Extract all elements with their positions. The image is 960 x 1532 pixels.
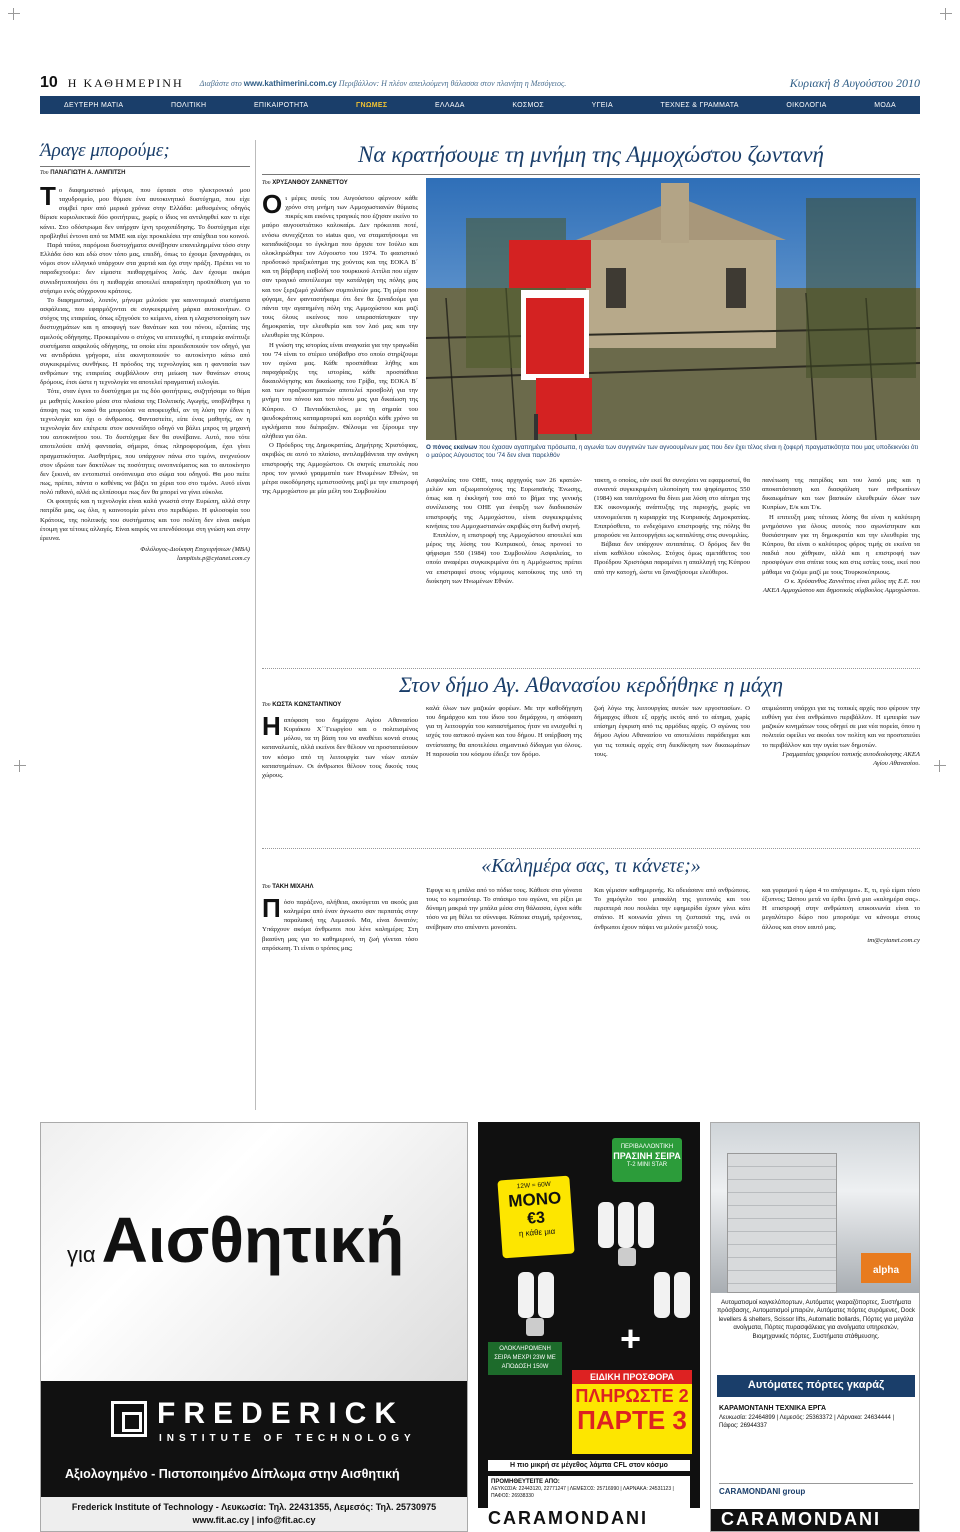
caption-lead: Ο πόνος εκείνων — [426, 444, 478, 451]
offer-take: ΠΑΡΤΕ 3 — [577, 1405, 687, 1435]
section-tab[interactable]: ΟΙΚΟΛΟΓΙΑ — [786, 101, 827, 109]
article3-col-3 — [594, 886, 750, 1108]
left-article-byline — [40, 170, 250, 176]
byline-prefix: Του — [262, 884, 271, 890]
ad-contact-phones: Frederick Institute of Technology - Λευκωσία: Τηλ. 22431355, Λεμεσός: Τηλ. 25730975 — [71, 1502, 437, 1512]
section-tab[interactable]: ΥΓΕΙΑ — [591, 101, 613, 109]
ad-headline-word: Αισθητική — [101, 1204, 405, 1276]
caption-text: που έχασαν αγαπημένα πρόσωπα, η αγωνία των συγγενών των αγνοουμένων μας που δεν έχει τέλος είναι η ζοφερή πραγματικότητα που μας υποδεικνύει ότι ο μαύρος Αύγουστος του '74 δεν είναι παρελθόν — [426, 444, 919, 459]
article2-col-2 — [426, 704, 582, 838]
promo-url[interactable]: www.kathimerini.com.cy — [243, 78, 337, 88]
section-tab[interactable]: ΚΟΣΜΟΣ — [512, 101, 545, 109]
main-article-byline — [262, 180, 348, 186]
paragraph: ατιμιώτατη υπάρχει για τις τοπικές αρχές που φέρουν την ευθύνη για ένα ανθρώπινο περιβάλλον. Η εμπειρία των μαζικών κινημάτων τους οδηγεί σε μια νέα πορεία, όπου η πολιτεία οφείλει να ακούει τον πολίτη και να προστατεύει το περιβάλλον και την υγεία των δημοτών. — [762, 705, 920, 749]
dropcap: Ο — [262, 194, 283, 219]
paragraph: ι μέρες αυτές του Αυγούστου φέρνουν κάθε χρόνο στη μνήμη των Αμμοχωστιανών θύμισες πικρές και εικόνες τραγικές που έζησαν εκείνο το μαύρο αυγουστιάτικο καλοκαίρι. Δεν πρόκειται ποτέ, ενόσω συνεχίζεται το status quo, να σταματήσουμε να καταδικάζουμε το έγκλημα που άρχισε τον Ιούλιο και ολοκληρώθηκε τον Αύγουστο του 1974. Το φασιστικό προδοτικό πραξικόπημα της χούντας και της ΕΟΚΑ Β΄ και τη βάρβαρη εισβολή του τουρκικού Αττίλα που είχαν σαν τραγικό αποτέλεσμα την κατάληψη της πόλης μας και τον ξεριζωμό χιλιάδων συμπολιτών μας. Τη μέρα που φύγαμε, δεν φανταστήκαμε ότι δεν θα ξαναδούμε για πάντα την αγαπημένη πόλη της Αμμοχώστου και μαζί τους όλους εκείνους που υπερασπίστηκαν την δημοκρατία, την ελευθερία και τον λαό μας και την ελευθερία της Κύπρου. — [262, 195, 418, 340]
crop-mark-right — [934, 760, 946, 772]
crop-mark-top-right — [940, 8, 952, 20]
article2-title: Στον δήμο Αγ. Αθανασίου κερδήθηκε η μάχη — [398, 672, 784, 697]
supply-heading: ΠΡΟΜΗΘΕΥΤΕΙΤΕ ΑΠΟ: — [491, 1479, 560, 1485]
paragraph: πανέτωση της πατρίδας και του λαού μας και η αποκατάσταση και διασφάλιση των ανθρωπίνων δικαιωμάτων και των βασικών ελευθεριών όλων των Κυπρίων, Ε/κ και Τ/κ. — [762, 477, 920, 512]
section-tab[interactable]: ΕΛΛΑΔΑ — [434, 101, 465, 109]
main-article-col-3 — [594, 476, 750, 662]
byline-name: ΚΩΣΤΑ ΚΩΝΣΤΑΝΤΙΝΟΥ — [272, 702, 342, 708]
lamp-base-icon — [526, 1318, 544, 1336]
photo-church-fence — [426, 178, 920, 440]
paragraph: Τότε, σταν έγινε το δυστύχημα με τις δύο φοιτήτριες, συζητήσαμε το θέμα με μαθητές λυκείου μέσα στα πλαίσια της Πολιτικής Αγωγής, υποβλήθηκε η άποψη πως το κακό θα μπορούσε να αποφευχθεί, αν τη λύση την έδινε η τεχνολογία και όχι ο άνθρωπος. Φανταστείτε, είπε ένας μαθητής, αν η τεχνολογία δεν επέτρεπε στον ασυνείδητο οδηγό να βάλει μπρος τη μηχανή του αυτοκινήτου του. Το δυστύχημα δεν θα συνέβαινε. Αυτό, που τότε αποτελούσε απλή φαντασία, σήμερα, όπως πληροφορούμαι, έχει γίνει πραγματικότητα. Αισθητήρες, που υπάρχουν πάνω στο τιμόνι, ανιχνεύουν στον ιδρώτα των δακτύλων τις ποσότητες οινοπνεύματος και το αυτοκίνητο δεν ξεκινά, αν εντοπιστεί οινόπνευμα στο σώμα του οδηγού. Θα μου πείτε πως, πρέπει, πάντα ο καθένας να βάζει τα χέρια του στο τιμόνι. Αυτό είναι πολύ πιθανό, αλλά ας ελπίσουμε πως δεν θα μπορεί να γίνει εύκολα. — [40, 388, 250, 497]
paragraph: Βέβαια δεν υπάρχουν αυταπάτες. Ο δρόμος δεν θα είναι καθόλου εύκολος. Στόχος όμως αμετάθετος του Προέδρου Χριστόφια παραμένει η απαλλαγή της Κύπρου από την κατοχή, ώστε να ξαναζήσουμε ελεύθεροι. — [594, 541, 750, 576]
lamp-icon — [638, 1202, 654, 1248]
section-tab-active[interactable]: ΓΝΩΜΕΣ — [355, 101, 388, 109]
page-number: 10 — [40, 74, 58, 91]
photo-caption — [426, 444, 920, 460]
ad-phones — [719, 1405, 913, 1431]
lamp-icon — [538, 1272, 554, 1318]
byline-name: ΤΑΚΗ ΜΙΧΑΗΛ — [272, 884, 314, 890]
crop-mark-top-left — [8, 8, 20, 20]
garage-door-icon — [727, 1153, 837, 1293]
column-divider — [255, 140, 256, 1110]
ad-title: Αυτόματες πόρτες γκαράζ — [717, 1375, 915, 1397]
paragraph: απόφαση του δημάρχου Αγίου Αθανασίου Κυριάκου Χ΄΄Γεωργίου και ο πολιτισμένος μόλου, τα τη βάση του να αναθέτει κοντά στους καταναλωτές, αλλά εκείνοι δεν θέλουν να προστατεύσουν τον κόσμο από τη λειτουργία των νέων αυτών καταστημάτων. Οι άνθρωποι θέλουν τους δικούς τους χώρους. — [262, 717, 418, 779]
left-article-signature — [40, 545, 250, 563]
series-line: ΠΡΑΣΙΝΗ ΣΕΙΡΑ — [613, 1151, 681, 1161]
signature: Γραμματέας γραφείου τοπικής αυτοδιοίκησης ΑΚΕΛ Αγίου Αθανασίου. — [782, 750, 920, 767]
author-email[interactable]: tm@cytanet.com.cy — [867, 936, 920, 944]
brand-bar: CARAMONDANI — [711, 1509, 919, 1532]
promo-suffix: Περιβάλλον: Η πλέον απειλούμενη θάλασσα στον πλανήτη η Μεσόγειος. — [338, 78, 567, 88]
dotted-separator — [262, 668, 920, 669]
section-tab[interactable]: ΔΕΥΤΕΡΗ ΜΑΤΙΑ — [64, 101, 124, 109]
supply-lines: ΛΕΥΚΩΣΙΑ: 22443120, 22771247 | ΛΕΜΕΣΟΣ: 25716990 | ΛΑΡΝΑΚΑ: 24531123 | ΠΑΦΟΣ: 26938330 — [491, 1486, 674, 1499]
dropcap: Τ — [40, 181, 56, 211]
byline-name: ΧΡΥΣΑΝΘΟΥ ΖΑΝΝΕΤΤΟΥ — [272, 180, 348, 186]
section-tab[interactable]: ΤΕΧΝΕΣ & ΓΡΑΜΜΑΤΑ — [660, 101, 739, 109]
article3-title: «Καλημέρα σας, τι κάνετε;» — [481, 855, 701, 877]
dotted-separator — [262, 848, 920, 849]
paragraph: Παρά ταύτα, παρόμοια δυστυχήματα συνέβησαν επανειλημμένα τόσο στην Ελλάδα όσο και εδώ στον τόπο μας, επειδή, όπως το έχουμε ξαναγράψει, οι νόμοι στον ελληνικό υπάρχουν στα χαρτιά και όχι στην πράξη. Πρέπει να το παραδεχτούμε: δεν είμαστε πειθαρχημένος λαός. Δεν έχουμε ακόμα συνειδητοποιήσει ότι η πειθαρχία αποτελεί απαραίτητη προϋπόθεση για το στήσιμο ενός σύγχρονου κράτους. — [40, 241, 250, 295]
promo-line — [200, 79, 567, 88]
byline-name: ΠΑΝΑΓΙΩΤΗ Α. ΛΑΜΠΙΤΣΗ — [50, 170, 126, 176]
paragraph: καλά όλων των μαζικών φορέων. Με την καθοδήγηση του δημάρχου και του ίδιου του δημάρχου, η απόφαση για τη λειτουργία του καταστήματος ήταν να ενισχυθεί η ισχύς του αστικού αγώνα και του δήμου. Η υπέρβαση της αντίστασης θα αποτελέσει σημαντικό δίδαγμα για όλους. Η παρουσία του κόσμου έδειξε τον δρόμο. — [426, 705, 582, 758]
paragraph: Το διαφημιστικό, λοιπόν, μήνυμα μιλούσε για καινοτομικά συστήματα ασφάλειας, που εφαρμόζονται σε συγκεκριμένη μάρκα αυτοκινήτων. Ο στόχος της εταιρείας, όπως εξηγούσε το κείμενο, είναι η ελαχιστοποίηση των δυστυχημάτων και η αποφυγή των θανάτων και του πόνου, εξαιτίας της αμελούς οδήγησης. Προκειμένου ο στόχος να επιτευχθεί, η εταιρεία ανέπτυξε συστήματα ασφαλούς οδήγησης, τα οποία είτε προειδοποιούν τον οδηγό, για να αντιδράσει γρήγορα, είτε ακινητοποιούν το αυτοκίνητο κάτω από συγκεκριμένες συνθήκες. Η πρόοδος της τεχνολογίας και η φαντασία των ανθρώπων της εταιρείας συμβάλλουν στη μείωση των θανάτων στους δρόμους, έτσι ώστε η τεχνολογία να αποτελεί πραγματική ευλογία. — [40, 296, 250, 387]
paragraph: Ο Πρόεδρος της Δημοκρατίας, Δημήτρης Χριστόφιας, ακριβώς σε αυτό το πλαίσιο, αντιλαμβάνεται την ανάγκη επιστροφής της Αμμοχώστου. Οι σκηνές επιστολές που προς τον γενικό γραμματέα των Ηνωμένων Εθνών, τα μέτρα οικοδόμησης εμπιστοσύνης μαζί με την επιστροφή της Αμμοχώστου με μία μέλη του Συμβουλίου — [262, 442, 418, 495]
ad-alpha-doors[interactable] — [710, 1122, 920, 1532]
article2-col-4 — [762, 704, 920, 838]
lamp-icon — [598, 1202, 614, 1248]
byline-prefix: Του — [40, 170, 49, 176]
byline-prefix: Του — [262, 702, 271, 708]
plus-icon: + — [620, 1318, 642, 1359]
ad-tagline: Αξιολογημένο - Πιστοποιημένο Δίπλωμα στην Αισθητική — [65, 1467, 400, 1481]
byline-prefix: Του — [262, 180, 271, 186]
article2-col-1 — [262, 716, 418, 838]
lamp-icon — [674, 1272, 690, 1318]
frederick-logo-icon — [111, 1401, 147, 1437]
newspaper-name: Η ΚΑΘΗΜΕΡΙΝΗ — [67, 75, 184, 90]
brand-bar: CARAMONDANI — [478, 1508, 700, 1532]
lamp-icon — [618, 1202, 634, 1248]
ad-headline-prefix: για — [67, 1242, 96, 1267]
article2-byline — [262, 702, 341, 708]
series-info: ΟΛΟΚΛΗΡΩΜΕΝΗ ΣΕΙΡΑ ΜΕΧΡΙ 23W ΜΕ ΑΠΟΔΟΣΗ 150W — [488, 1342, 562, 1375]
signature: Ο κ. Χρύσανθος Ζαννέττος είναι μέλος της Ε.Ε. του ΑΚΕΛ Αμμοχώστου και δημοτικός σύμβουλος Αμμοχώστου. — [762, 577, 920, 594]
article3-byline — [262, 884, 313, 890]
paragraph: Η επιτευξη μιας τέτοιας λύσης θα είναι η καλύτερη μνημόσυνο για όλους αυτούς που αγωνίστηκαν και θυσιάστηκαν για τη δημοκρατία και την ελευθερία της Κύπρου, θα είναι ο καλύτερος φόρος τιμής σε εκείνα τα παιδιά που χάθηκαν, αλλά και η επιστροφή των προσφύγων στα σπίτια τους και στις εστίες τους, εκεί που μάθαμε να ζούμε μαζί με τους Τουρκοκύπριους. — [762, 513, 920, 576]
offer-box — [572, 1370, 692, 1454]
cfl-note: Η πιο μικρή σε μέγεθος λάμπα CFL στον κόσμο — [488, 1460, 690, 1471]
article-photo — [426, 178, 920, 440]
series-line: ΠΕΡΙΒΑΛΛΟΝΤΙΚΗ — [620, 1144, 674, 1150]
paragraph: Ασφαλείας του ΟΗΕ, τους αρχηγούς των 26 κρατών-μελών και αξιωματούχους της Ευρωπαϊκής Ένωσης, όπως και η έκκλησή του από το βήμα της γενικής συνέλευσης του ΟΗΕ για έναρξη των διαδικασιών επιστροφής της Αμμοχώστου, είναι συγκεκριμένες κινήσεις του Αμμοχωστιανών ακριβώς στη διεθνή σκηνή. — [426, 477, 582, 530]
ad-description: Αυτοματισμοί καγκελόπορτων, Αυτόματες γκαραζόπορτες, Συστήματα πρόσβασης, Αυτοματισμοί μπαρών, Αυτόματες πόρτες συρόμενες, Dock levellers & shelters, Scissor lifts, Automatic bollards, Πόρτες για μεγάλα ανοίγματα, Πόρτες πυρασφάλειας για ανοίγματα υπηρεσιών, Βιομηχανικές πόρτες, Συστήματα στάθμευσης. — [717, 1299, 915, 1340]
paragraph: Και γέμισαν καθημερινής. Κι αδειάσανε από ανθρώπους. Το χαμόγελο του μπακάλη της γειτονιάς και του περιπτερά που πουλάει την εφημερίδα έχουν γίνει κάτι σπάνιο. Η κοινωνία χάνει τη ζεστασιά της, ενώ οι άνθρωποι έχουν πάψει να μιλούν μεταξύ τους. — [594, 887, 750, 931]
dropcap: Π — [262, 898, 281, 923]
ad-frederick[interactable] — [40, 1122, 468, 1532]
lamp-icon — [518, 1272, 534, 1318]
issue-date: Κυριακή 8 Αυγούστου 2010 — [789, 75, 920, 90]
institute-subtitle: INSTITUTE OF TECHNOLOGY — [159, 1433, 416, 1444]
section-tab[interactable]: ΕΠΙΚΑΙΡΟΤΗΤΑ — [253, 101, 309, 109]
price-mono: ΜΟΝΟ — [507, 1188, 562, 1211]
section-nav — [40, 96, 920, 114]
article3-col-1 — [262, 898, 418, 1108]
series-badge — [612, 1138, 682, 1182]
left-article-title: Άραγε μπορούμε; — [40, 140, 250, 167]
article2-col-3 — [594, 704, 750, 838]
dropcap: Η — [262, 716, 281, 741]
paragraph: ο διαφημιστικό μήνυμα, που έφτασε στο ηλεκτρονικό μου ταχυδρομείο, μου θύμισε ένα αυτοκινητικό δυστύχημα, που είχε συμβεί πριν από μερικά χρόνια στην Ελλάδα: μεθυσμένος οδηγός θέρισε κυριολεκτικά δύο φοιτήτριες, χωρίς ο ίδιος να αντιληφθεί καν τι είχε κάνει. Στο οδόστρωμα δεν υπήρχαν ίχνη τροχοπέδησης. Το δυστύχημα είχε προβληθεί έντονα από τα ΜΜΕ και είχε προκαλέσει την απέχθεια του κοινού. — [40, 187, 250, 240]
left-article — [40, 140, 250, 563]
alpha-logo: alpha — [861, 1253, 911, 1283]
signature-role: Φιλόλογος-Διοίκηση Επιχειρήσεων (MBA) — [140, 546, 250, 554]
paragraph: όσο παράξενο, αλήθεια, ακούγεται να ακούς μια καλημέρα από έναν άγνωστο σαν περπατάς στην παραλιακή της Λεμεσού. Μα, είναι δυνατόν; Υπάρχουν ακόμα άνθρωποι που λένε καλημέρα; Στη βιασύνη μας για το καθημερινό, τη ζωή γίνεται τόσο απρόσωπη. Τι είναι ο τρόπος μας; — [262, 899, 418, 952]
ad-contact — [41, 1497, 467, 1532]
ad-contact-web[interactable]: www.fit.ac.cy | info@fit.ac.cy — [192, 1515, 316, 1525]
group-label: CARAMONDANI group — [719, 1483, 913, 1501]
signature-email[interactable]: lampitsis.p@cytanet.com.cy — [177, 555, 250, 563]
paragraph: Οι φοιτητές και η τεχνολογία είναι καλά γνωστά στην Ευρώπη, αλλά στην πατρίδα μας, ως όλα, η καινοτομία μένει στο περιθώριο. Η φιλοσοφία του Κράτους, της πολιτικής του συστήματος και του πολίτη δεν είναι ακόμα έτοιμη για τέτοιες αλλαγές. Είναι καιρός να επενδύσουμε στη γνώση και στην έρευνα. — [40, 498, 250, 542]
paragraph: και γυρισμού η ώρα 4 το απόγευμα». Ε, τι, εγώ είμαι τόσο έξυπνος; Ώσπου μετά να έρθει ξανά μια «καλημέρα σας». Η επιστροφή στην ανθρώπινη επικοινωνία είναι το μεγαλύτερο δώρο που μπορούμε να κάνουμε στους άλλους και στον εαυτό μας. — [762, 887, 920, 931]
company-name: ΚΑΡΑΜΟΝΤΑΝΗ ΤΕΧΝΙΚΑ ΕΡΓΑ — [719, 1405, 827, 1412]
crop-mark-left — [14, 760, 26, 772]
price-value: €3 — [526, 1209, 546, 1228]
series-line: T-2 MINI STAR — [626, 1162, 668, 1168]
promo-prefix: Διαβάστε στο — [199, 78, 242, 88]
paragraph: Η γνώση της ιστορίας είναι αναγκαία για την τραγωδία του '74 είναι το στέρεο υπόβαθρο στο οποίο στηρίζουμε τον αγώνα μας. Κάθε προσπάθεια λήθης και παραχάραξης της ιστορίας, κάθε προσπάθεια δικαιολόγησης και δικαίωσης του Γρίβα, της ΕΟΚΑ Β΄ και των πραξικοπηματιών αποτελεί προσβολή για την μνήμη του πόνου και του πόνου μας για δικαίωση της Κύπρου. Ο Πενταδάκτυλος, με τη σημαία του ψευδοκράτους καταμαρτυρεί και εορτάζει κάθε χρόνο τα εγκλήματα που διέπραξαν. Θέλουμε να ξέρουμε την αλήθεια για όλα. — [262, 341, 418, 441]
ad-headline — [67, 1203, 404, 1277]
paragraph: Επιπλέον, η επιστροφή της Αμμοχώστου αποτελεί και μέρος της λύσης του Κυπριακού, όπως προνοεί το ψήφισμα 550 (1984) του Συμβουλίου Ασφαλείας, το οποίο αναφέρει συγκεκριμένα ότι η Αμμόχωστος πρέπει να επιστραφεί στους νόμιμους κατοίκους της υπό τη διοίκηση των Ηνωμένων Εθνών. — [426, 531, 582, 585]
phone-list: Λευκωσία: 22464899 | Λεμεσός: 25363372 | Λάρνακα: 24634444 | Πάφος: 26944337 — [719, 1414, 895, 1429]
ad-cfl-lamps[interactable] — [478, 1122, 700, 1532]
price-tag — [497, 1176, 574, 1259]
ad-institute-bar — [41, 1381, 467, 1497]
paragraph: Έφυγε κι η μπάλα από το πόδια τους. Κάθεσε στα γόνατα τους το κομπιούτερ. Το σπάσιμο του αγώνα, να ρίξει με δύναμη μακριά την μπάλα μέσα στη θάλασσα, έγινε κάθε τόσο να μη θέλει τα σύννεφα. Κάποια στιγμή, τρέχοντας, ανέβηκαν στο απέναντι μονοπάτι. — [426, 887, 582, 931]
section-tab[interactable]: ΠΟΛΙΤΙΚΗ — [171, 101, 207, 109]
main-article-title: Να κρατήσουμε τη μνήμη της Αμμοχώστου ζωντανή — [262, 142, 920, 175]
main-article-col-2 — [426, 476, 582, 662]
left-article-body — [40, 181, 250, 543]
page-header — [40, 72, 920, 94]
article3-col-4 — [762, 886, 920, 1108]
price-watt: 12W = 60W — [516, 1180, 552, 1191]
article3-col-2 — [426, 886, 582, 1108]
offer-heading: ΕΙΔΙΚΗ ΠΡΟΣΦΟΡΑ — [572, 1370, 692, 1384]
lamp-base-icon — [618, 1248, 636, 1266]
price-each: η κάθε μια — [518, 1226, 556, 1239]
offer-pay: ΠΛΗΡΩΣΤΕ 2 — [575, 1386, 689, 1406]
main-article-col-4 — [762, 476, 920, 662]
section-tab[interactable]: ΜΟΔΑ — [874, 101, 896, 109]
lamp-icon — [654, 1272, 670, 1318]
paragraph: τακτη, ο οποίος, εάν εκεί θα συνεχίσει να εφαρμοστεί, θα συναντά συγκεκριμένη υλοποίηση του ψηφίσματος 550 (1984) και ταυτόχρονα θα δίνει μια λύση στο αίτημα της ΕΚ οικονομικής ανάπτυξης της περιοχής, χωρίς να υπονομεύεται η κυριαρχία της Κυπριακής Δημοκρατίας. Επιπρόσθετα, το ενδεχόμενο επιστροφής της πόλης θα μπορούσε να λειτουργήσει ως καταλύτης στις συνομιλίες. — [594, 477, 750, 539]
institute-name: FREDERICK — [157, 1397, 405, 1430]
main-article-col-1 — [262, 194, 418, 662]
paragraph: ζωή λόγω της λειτουργίας αυτών των εργοστασίων. Ο δήμαρχος έθεσε εξ αρχής εκτός από το αίτημα, χωρίς επίσημη έγκριση από τις αρμόδιες αρχές. Ο αγώνας του δήμου Αγίου Αθανασίου να αποτελέσει παράδειγμα και για τις τοπικές αρχές στη διεκδίκηση των δικαιωμάτων τους. — [594, 705, 750, 758]
